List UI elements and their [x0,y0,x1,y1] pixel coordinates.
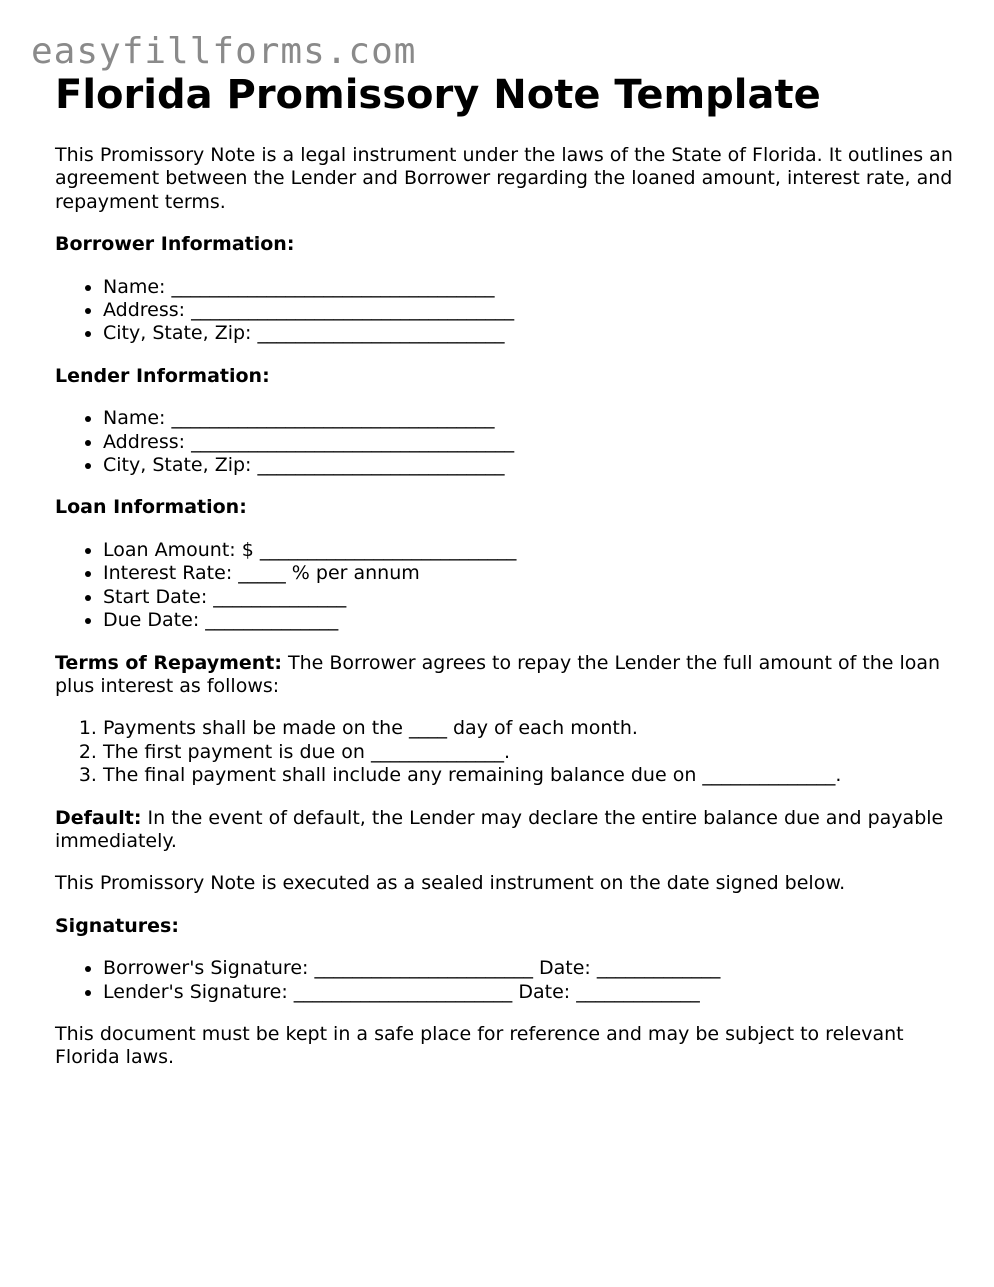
page-title: Florida Promissory Note Template [55,72,821,118]
signatures-heading: Signatures: [55,914,179,937]
loan-amount-field: • Loan Amount: $ ___________________________ [103,539,955,562]
lender-heading: Lender Information: [55,364,270,387]
repayment-label: Terms of Repayment: [55,651,282,674]
default-paragraph [55,807,955,854]
repayment-text: The Borrower agrees to repay the Lender the full amount of the loan plus interest as follows: [55,651,941,697]
signatures-list [55,957,955,1004]
watermark: easyfillforms.com [31,31,417,72]
borrower-name-field: • Name: __________________________________ [103,276,955,299]
borrower-city-state-zip-field: • City, State, Zip: __________________________ [103,322,955,345]
loan-heading: Loan Information: [55,496,247,519]
borrower-address-field: • Address: __________________________________ [103,299,955,322]
borrower-signature-line: • Borrower's Signature: _______________________ Date: _____________ [103,957,955,980]
due-date-field: • Due Date: ______________ [103,609,955,632]
default-label: Default: [55,806,142,829]
closing-paragraph: This document must be kept in a safe place for reference and may be subject to relevant Florida laws. [55,1022,904,1069]
lender-name-field: • Name: __________________________________ [103,407,955,430]
start-date-field: • Start Date: ______________ [103,586,955,609]
document-body [55,70,955,1070]
intro-paragraph: This Promissory Note is a legal instrument under the laws of the State of Florida. It outlines an agreement between the Lender and Borrower regarding the loaned amount, interest rate, and repayment terms. [55,144,953,213]
default-text: In the event of default, the Lender may declare the entire balance due and payable immediately. [55,806,944,852]
lender-city-state-zip-field: • City, State, Zip: __________________________ [103,454,955,477]
repayment-term-1: 1. Payments shall be made on the ____ day of each month. [103,717,955,740]
repayment-paragraph [55,652,955,699]
lender-address-field: • Address: __________________________________ [103,431,955,454]
lender-signature-line: • Lender's Signature: _______________________ Date: _____________ [103,981,955,1004]
borrower-list [55,276,955,346]
repayment-term-2: 2. The first payment is due on ______________. [103,741,955,764]
repayment-term-3: 3. The final payment shall include any remaining balance due on ______________. [103,764,955,787]
loan-list [55,539,955,633]
executed-paragraph: This Promissory Note is executed as a sealed instrument on the date signed below. [55,872,846,895]
borrower-heading: Borrower Information: [55,233,295,256]
interest-rate-field: • Interest Rate: _____ % per annum [103,562,955,585]
lender-list [55,407,955,477]
repayment-list [55,717,955,787]
